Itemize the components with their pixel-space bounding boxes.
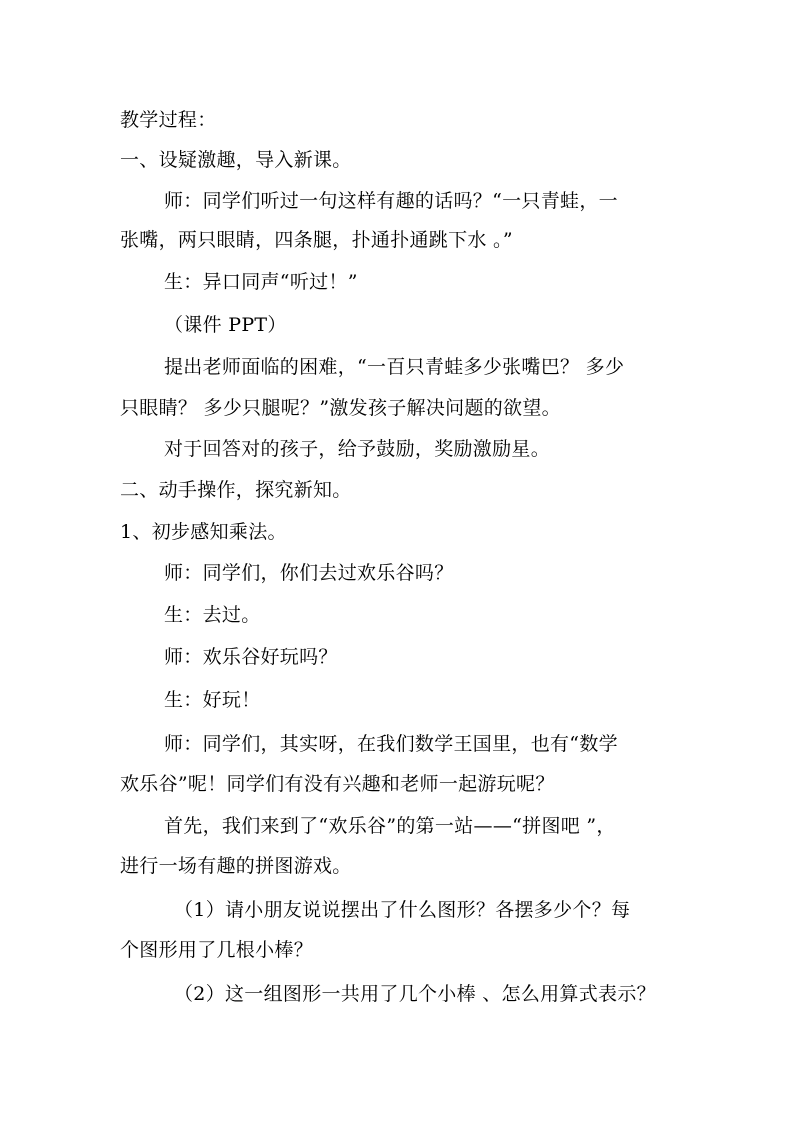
question-line: （1）请小朋友说说摆出了什么图形？各摆多少个？每 (174, 899, 631, 921)
paragraph-line: 师：同学们，你们去过欢乐谷吗？ (164, 562, 454, 584)
paragraph-line: 张嘴，两只眼睛，四条腿，扑通扑通跳下水 。” (120, 229, 513, 251)
question-line: 个图形用了几根小棒？ (120, 939, 314, 961)
paragraph-line: 生：好玩！ (164, 689, 261, 711)
section-heading-1: 一、设疑激趣，导入新课。 (120, 149, 352, 171)
paragraph-line: 对于回答对的孩子，给予鼓励，奖励激励星。 (164, 438, 551, 460)
paragraph-line: 欢乐谷”呢！同学们有没有兴趣和老师一起游玩呢？ (120, 773, 555, 795)
paragraph-line: 提出老师面临的困难，“一百只青蛙多少张嘴巴？ 多少 (164, 356, 625, 378)
paragraph-line: （课件 PPT） (164, 314, 287, 336)
paragraph-line: 师：同学们，其实呀，在我们数学王国里，也有“数学 (164, 733, 618, 755)
paragraph-line: 首先，我们来到了“欢乐谷”的第一站——“拼图吧 ”， (164, 815, 616, 837)
paragraph-line: 只眼睛？ 多少只腿呢？”激发孩子解决问题的欲望。 (120, 397, 561, 419)
paragraph-line: 师：欢乐谷好玩吗？ (164, 646, 338, 668)
heading-teaching-process: 教学过程： (120, 109, 217, 131)
paragraph-line: 生：去过。 (164, 604, 261, 626)
paragraph-line: 生：异口同声“听过！” (164, 271, 358, 293)
paragraph-line: 进行一场有趣的拼图游戏。 (120, 855, 352, 877)
section-heading-2: 二、动手操作，探究新知。 (120, 479, 352, 501)
subsection-heading: 1、初步感知乘法。 (120, 521, 287, 543)
question-line: （2）这一组图形一共用了几个小棒 、怎么用算式表示？ (174, 983, 656, 1005)
paragraph-line: 师：同学们听过一句这样有趣的话吗？“一只青蛙，一 (164, 190, 618, 212)
